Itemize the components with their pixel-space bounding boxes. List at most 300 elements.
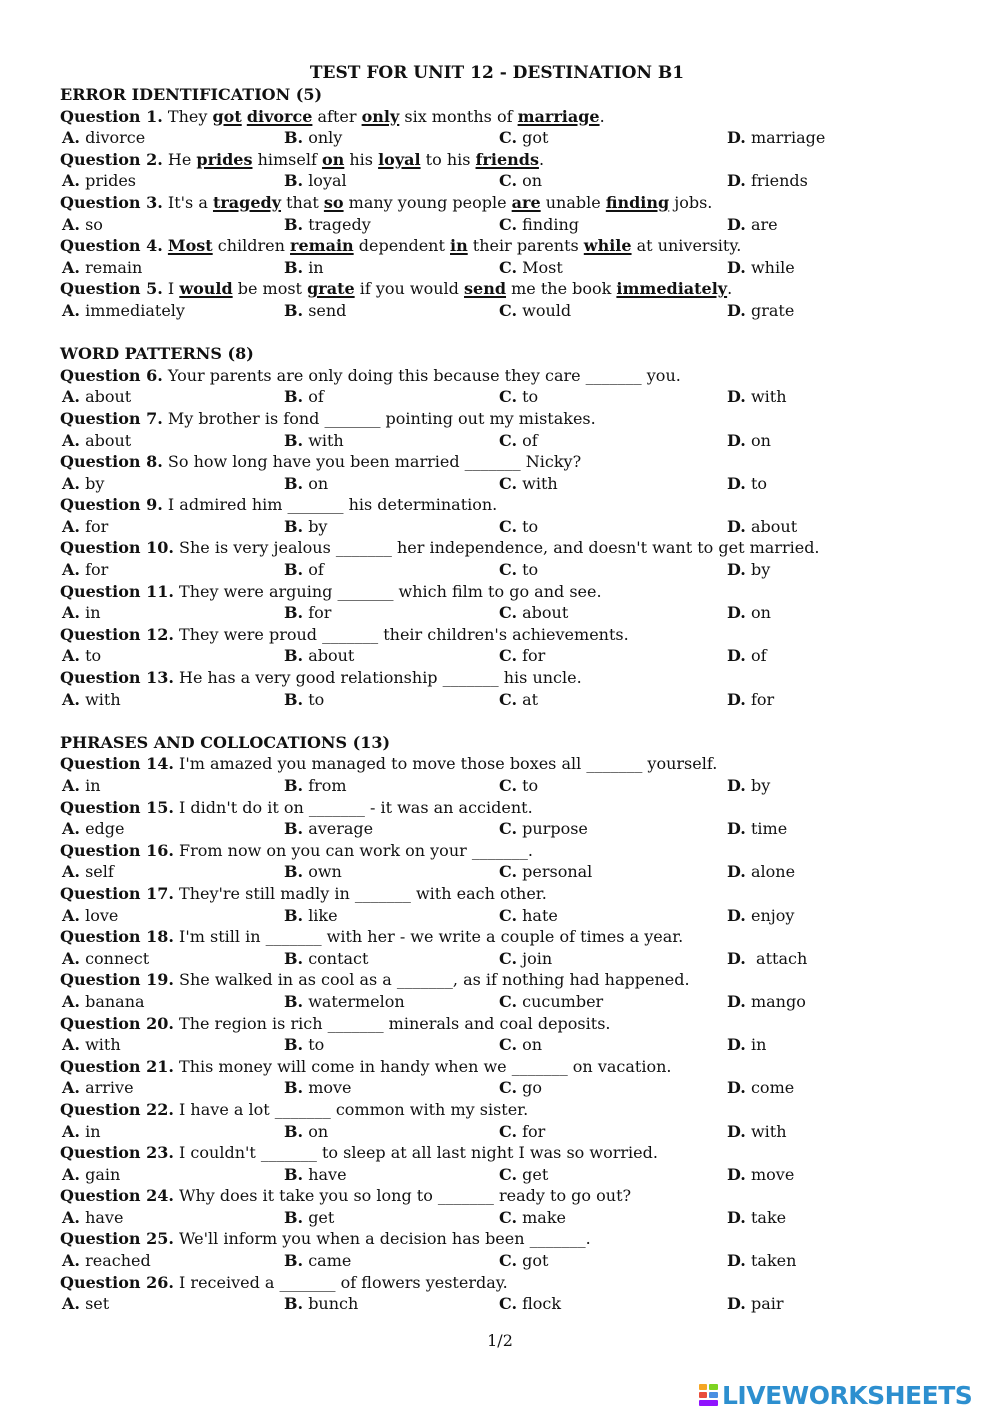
answer-option[interactable]: [499, 127, 548, 149]
answer-option[interactable]: [727, 1121, 787, 1143]
answer-option[interactable]: [284, 257, 324, 279]
option-letter: C.: [499, 1207, 518, 1227]
answer-option[interactable]: [499, 1164, 548, 1186]
answer-option[interactable]: [727, 948, 807, 970]
answer-options: [60, 948, 940, 970]
option-letter: B.: [284, 1207, 304, 1227]
option-letter: D.: [727, 1078, 746, 1098]
answer-option[interactable]: [62, 559, 108, 581]
answer-option[interactable]: [727, 516, 797, 538]
option-text: move: [750, 1164, 795, 1184]
answer-option[interactable]: [727, 1077, 794, 1099]
question-fragment: They're still madly in _______ with each other.: [173, 883, 547, 903]
option-text: at: [522, 689, 539, 709]
option-letter: C.: [499, 948, 518, 968]
answer-option[interactable]: [62, 689, 121, 711]
question-label: Question 20.: [60, 1013, 174, 1033]
option-letter: D.: [727, 646, 746, 666]
option-letter: D.: [727, 948, 746, 968]
answer-options: [60, 689, 940, 711]
question-text: [60, 365, 940, 387]
answer-option[interactable]: [284, 1250, 351, 1272]
question-label: Question 23.: [60, 1143, 174, 1163]
answer-option[interactable]: [62, 775, 101, 797]
option-text: to: [750, 473, 768, 493]
option-letter: D.: [727, 300, 746, 320]
option-letter: B.: [284, 560, 304, 580]
question-label: Question 13.: [60, 668, 174, 688]
answer-option[interactable]: [62, 1293, 109, 1315]
option-letter: B.: [284, 1251, 304, 1271]
question-fragment: They: [162, 106, 213, 126]
option-letter: A.: [62, 430, 80, 450]
option-text: about: [522, 603, 569, 623]
answer-options: [60, 257, 940, 279]
answer-option[interactable]: [499, 1077, 542, 1099]
option-text: of: [522, 430, 538, 450]
answer-option[interactable]: [284, 300, 346, 322]
question-fragment: six months of: [399, 106, 518, 126]
answer-option[interactable]: [499, 1293, 561, 1315]
answer-option[interactable]: [62, 861, 114, 883]
question-fragment: after: [312, 106, 362, 126]
answer-option[interactable]: [62, 214, 103, 236]
answer-option[interactable]: [727, 1164, 794, 1186]
answer-option[interactable]: [62, 1207, 123, 1229]
question-label: Question 7.: [60, 408, 163, 428]
answer-option[interactable]: [284, 170, 347, 192]
option-text: loyal: [308, 171, 347, 191]
underlined-word: while: [583, 236, 632, 256]
answer-option[interactable]: [499, 689, 538, 711]
answer-option[interactable]: [284, 1164, 347, 1186]
option-letter: B.: [284, 516, 304, 536]
answer-option[interactable]: [284, 559, 324, 581]
answer-option[interactable]: [727, 257, 795, 279]
option-letter: C.: [499, 1121, 518, 1141]
question-text: [60, 1013, 940, 1035]
question-label: Question 15.: [60, 797, 174, 817]
option-text: Most: [522, 257, 563, 277]
section: [60, 84, 940, 322]
answer-option[interactable]: [62, 948, 149, 970]
answer-options: [60, 905, 940, 927]
answer-option[interactable]: [284, 689, 324, 711]
answer-options: [60, 1293, 940, 1315]
underlined-word: tragedy: [212, 192, 282, 212]
option-text: to: [522, 560, 539, 580]
option-text: for: [308, 603, 332, 623]
answer-option[interactable]: [284, 602, 331, 624]
option-text: on: [308, 1121, 329, 1141]
question-label: Question 17.: [60, 883, 174, 903]
option-letter: D.: [727, 1164, 746, 1184]
option-letter: D.: [727, 560, 746, 580]
answer-option[interactable]: [727, 127, 825, 149]
option-text: to: [522, 387, 539, 407]
option-letter: A.: [62, 948, 80, 968]
option-text: to: [308, 1035, 325, 1055]
option-text: on: [522, 171, 543, 191]
option-text: remain: [85, 257, 143, 277]
question-fragment: She is very jealous _______ her independence, and doesn't want to get married.: [173, 538, 820, 558]
answer-option[interactable]: [727, 386, 787, 408]
question-fragment: .: [538, 149, 545, 169]
answer-options: [60, 1121, 940, 1143]
option-letter: B.: [284, 128, 304, 148]
question-label: Question 9.: [60, 495, 163, 515]
option-text: arrive: [85, 1078, 134, 1098]
option-text: purpose: [522, 819, 588, 839]
answer-option[interactable]: [284, 214, 371, 236]
option-text: by: [750, 776, 771, 795]
answer-option[interactable]: [62, 818, 125, 840]
question-fragment: be most: [232, 279, 308, 299]
option-text: for: [85, 516, 109, 536]
option-text: move: [308, 1078, 352, 1098]
answer-option[interactable]: [727, 905, 794, 927]
option-letter: D.: [727, 214, 746, 234]
option-letter: D.: [727, 819, 746, 839]
option-text: to: [85, 646, 102, 666]
answer-option[interactable]: [284, 645, 354, 667]
answer-option[interactable]: [727, 689, 774, 711]
option-letter: C.: [499, 1251, 518, 1271]
question-text: [60, 1142, 940, 1164]
answer-option[interactable]: [62, 170, 136, 192]
answer-option[interactable]: [727, 775, 770, 797]
option-text: on: [750, 603, 771, 623]
question-fragment: jobs.: [669, 192, 713, 212]
question-fragment: at university.: [631, 236, 742, 256]
answer-option[interactable]: [499, 516, 538, 538]
question-fragment: their parents: [467, 236, 584, 256]
answer-option[interactable]: [727, 861, 795, 883]
option-text: while: [750, 257, 795, 277]
answer-option[interactable]: [62, 1250, 151, 1272]
question-fragment: I received a _______ of flowers yesterday.: [173, 1272, 508, 1292]
answer-option[interactable]: [284, 1207, 334, 1229]
answer-option[interactable]: [284, 948, 368, 970]
option-text: by: [750, 560, 771, 580]
option-letter: D.: [727, 689, 746, 709]
answer-option[interactable]: [727, 602, 771, 624]
option-letter: A.: [62, 560, 80, 580]
option-letter: B.: [284, 819, 304, 839]
option-letter: C.: [499, 862, 518, 882]
option-letter: A.: [62, 473, 80, 493]
answer-option[interactable]: [499, 775, 538, 797]
option-text: with: [750, 387, 787, 407]
answer-options: [60, 645, 940, 667]
answer-option[interactable]: [727, 991, 806, 1013]
option-text: attach: [750, 948, 808, 968]
answer-option[interactable]: [62, 430, 131, 452]
answer-option[interactable]: [62, 300, 185, 322]
question-label: Question 5.: [60, 279, 163, 299]
question-label: Question 22.: [60, 1099, 174, 1119]
option-letter: C.: [499, 1164, 518, 1184]
answer-option[interactable]: [284, 473, 328, 495]
question-text: [60, 969, 940, 991]
option-letter: A.: [62, 1207, 80, 1227]
answer-option[interactable]: [499, 1207, 566, 1229]
answer-option[interactable]: [284, 818, 373, 840]
answer-option[interactable]: [727, 1293, 784, 1315]
option-text: with: [85, 689, 121, 709]
answer-option[interactable]: [499, 905, 558, 927]
option-text: to: [522, 516, 539, 536]
answer-option[interactable]: [284, 430, 344, 452]
liveworksheets-logo-icon: [698, 1382, 720, 1408]
question-label: Question 16.: [60, 840, 174, 860]
section-heading: WORD PATTERNS (8): [60, 344, 254, 364]
question-label: Question 11.: [60, 581, 174, 601]
answer-option[interactable]: [727, 818, 787, 840]
option-text: with: [308, 430, 344, 450]
answer-option[interactable]: [499, 473, 558, 495]
answer-option[interactable]: [499, 991, 603, 1013]
answer-option[interactable]: [499, 948, 552, 970]
answer-option[interactable]: [499, 386, 538, 408]
option-text: with: [750, 1121, 787, 1141]
answer-option[interactable]: [284, 905, 338, 927]
answer-option[interactable]: [284, 516, 327, 538]
answer-option[interactable]: [62, 516, 108, 538]
answer-option[interactable]: [284, 1293, 358, 1315]
option-letter: A.: [62, 257, 80, 277]
answer-option[interactable]: [499, 214, 579, 236]
answer-option[interactable]: [62, 1077, 134, 1099]
question-fragment: many young people: [343, 192, 512, 212]
option-text: by: [85, 473, 105, 493]
question-fragment: They were proud _______ their children's achievements.: [173, 624, 629, 644]
answer-option[interactable]: [499, 1121, 545, 1143]
option-letter: B.: [284, 171, 304, 191]
option-text: send: [308, 300, 347, 320]
question-text: [60, 1185, 940, 1207]
question-text: [60, 192, 940, 214]
question-label: Question 14.: [60, 754, 174, 774]
option-letter: C.: [499, 991, 518, 1011]
answer-option[interactable]: [284, 1077, 352, 1099]
underlined-word: immediately: [616, 279, 728, 299]
answer-options: [60, 386, 940, 408]
question-fragment: children: [212, 236, 291, 256]
answer-option[interactable]: [727, 473, 767, 495]
question-text: [60, 581, 940, 603]
option-text: about: [85, 430, 132, 450]
option-letter: C.: [499, 171, 518, 191]
question-text: [60, 840, 940, 862]
answer-options: [60, 300, 940, 322]
option-letter: B.: [284, 300, 304, 320]
option-text: are: [750, 214, 778, 234]
option-letter: D.: [727, 171, 746, 191]
question-fragment: My brother is fond _______ pointing out my mistakes.: [162, 408, 596, 428]
question-text: [60, 926, 940, 948]
underlined-word: send: [464, 279, 507, 299]
option-letter: B.: [284, 1294, 304, 1314]
option-letter: C.: [499, 560, 518, 580]
answer-option[interactable]: [284, 127, 342, 149]
question-text: [60, 797, 940, 819]
option-letter: C.: [499, 819, 518, 839]
question-label: Question 10.: [60, 538, 174, 558]
option-letter: A.: [62, 776, 80, 795]
option-letter: B.: [284, 646, 304, 666]
option-letter: A.: [62, 689, 80, 709]
option-text: own: [308, 862, 342, 882]
option-text: come: [750, 1078, 795, 1098]
answer-option[interactable]: [284, 1034, 324, 1056]
answer-option[interactable]: [499, 257, 563, 279]
answer-option[interactable]: [62, 991, 145, 1013]
question-label: Question 1.: [60, 106, 163, 126]
answer-options: [60, 473, 940, 495]
option-text: time: [750, 819, 788, 839]
option-letter: C.: [499, 776, 518, 795]
question-text: [60, 1099, 940, 1121]
underlined-word: in: [450, 236, 468, 256]
answer-option[interactable]: [62, 1164, 120, 1186]
option-text: friends: [750, 171, 808, 191]
answer-option[interactable]: [499, 1250, 548, 1272]
option-letter: D.: [727, 776, 746, 795]
option-letter: C.: [499, 300, 518, 320]
answer-option[interactable]: [727, 1207, 786, 1229]
question-label: Question 25.: [60, 1229, 174, 1249]
section-heading: PHRASES AND COLLOCATIONS (13): [60, 732, 391, 752]
answer-option[interactable]: [499, 430, 538, 452]
answer-option[interactable]: [727, 430, 771, 452]
option-letter: C.: [499, 603, 518, 623]
answer-option[interactable]: [62, 127, 145, 149]
option-letter: D.: [727, 862, 746, 882]
option-letter: C.: [499, 214, 518, 234]
underlined-word: Most: [167, 236, 213, 256]
option-text: cucumber: [522, 991, 604, 1011]
option-letter: D.: [727, 430, 746, 450]
answer-option[interactable]: [727, 1034, 766, 1056]
question-text: [60, 451, 940, 473]
option-letter: A.: [62, 516, 80, 536]
answer-option[interactable]: [499, 861, 592, 883]
answer-option[interactable]: [727, 170, 808, 192]
question-fragment: Why does it take you so long to _______ ready to go out?: [173, 1186, 632, 1206]
answer-option[interactable]: [284, 386, 324, 408]
option-text: from: [308, 776, 347, 795]
answer-option[interactable]: [62, 645, 101, 667]
answer-option[interactable]: [62, 257, 142, 279]
answer-option[interactable]: [727, 300, 794, 322]
underlined-word: marriage: [517, 106, 600, 126]
question-fragment: Your parents are only doing this because they care _______ you.: [162, 365, 681, 385]
answer-option[interactable]: [62, 1034, 121, 1056]
option-text: take: [750, 1207, 787, 1227]
answer-option[interactable]: [499, 602, 568, 624]
option-text: taken: [750, 1251, 797, 1271]
answer-option[interactable]: [62, 1121, 101, 1143]
underlined-word: remain: [290, 236, 354, 256]
answer-option[interactable]: [727, 559, 770, 581]
option-text: love: [85, 905, 119, 925]
option-letter: B.: [284, 1164, 304, 1184]
question-fragment: From now on you can work on your _______.: [173, 840, 533, 860]
option-text: of: [308, 387, 324, 407]
option-text: have: [308, 1164, 347, 1184]
option-letter: B.: [284, 257, 304, 277]
answer-option[interactable]: [62, 386, 131, 408]
question-text: [60, 667, 940, 689]
answer-option[interactable]: [499, 300, 571, 322]
question-fragment: unable: [540, 192, 606, 212]
option-text: came: [308, 1251, 352, 1271]
answer-option[interactable]: [284, 861, 342, 883]
question-text: [60, 149, 940, 171]
question-fragment: I didn't do it on _______ - it was an accident.: [173, 797, 533, 817]
answer-option[interactable]: [284, 1121, 328, 1143]
option-text: in: [85, 1121, 101, 1141]
option-text: with: [522, 473, 558, 493]
answer-option[interactable]: [499, 170, 542, 192]
option-letter: B.: [284, 862, 304, 882]
option-text: personal: [522, 862, 593, 882]
option-letter: A.: [62, 905, 80, 925]
answer-option[interactable]: [284, 991, 405, 1013]
option-letter: C.: [499, 1035, 518, 1055]
answer-option[interactable]: [284, 775, 347, 797]
option-text: set: [85, 1294, 110, 1314]
answer-option[interactable]: [499, 559, 538, 581]
answer-options: [60, 1164, 940, 1186]
question-label: Question 21.: [60, 1056, 174, 1076]
option-text: marriage: [750, 128, 826, 148]
underlined-word: got: [212, 106, 242, 126]
answer-options: [60, 775, 940, 797]
option-letter: D.: [727, 1207, 746, 1227]
answer-option[interactable]: [499, 818, 588, 840]
option-text: in: [85, 776, 101, 795]
option-text: make: [522, 1207, 566, 1227]
option-text: on: [308, 473, 329, 493]
underlined-word: friends: [475, 149, 539, 169]
option-letter: A.: [62, 214, 80, 234]
option-letter: B.: [284, 1035, 304, 1055]
answer-option[interactable]: [727, 1250, 796, 1272]
option-text: get: [522, 1164, 549, 1184]
question-text: [60, 753, 940, 775]
answer-option[interactable]: [727, 645, 767, 667]
option-text: about: [308, 646, 355, 666]
section-spacer: [60, 322, 940, 344]
option-letter: A.: [62, 1294, 80, 1314]
question-fragment: I: [162, 279, 180, 299]
option-text: connect: [85, 948, 150, 968]
option-letter: A.: [62, 819, 80, 839]
answer-option[interactable]: [727, 214, 778, 236]
answer-option[interactable]: [62, 602, 101, 624]
answer-option[interactable]: [499, 645, 545, 667]
question-fragment: They were arguing _______ which film to go and see.: [173, 581, 602, 601]
option-text: in: [308, 257, 324, 277]
option-text: would: [522, 300, 572, 320]
answer-option[interactable]: [62, 905, 118, 927]
answer-option[interactable]: [499, 1034, 542, 1056]
option-letter: D.: [727, 257, 746, 277]
option-letter: A.: [62, 171, 80, 191]
answer-option[interactable]: [62, 473, 104, 495]
